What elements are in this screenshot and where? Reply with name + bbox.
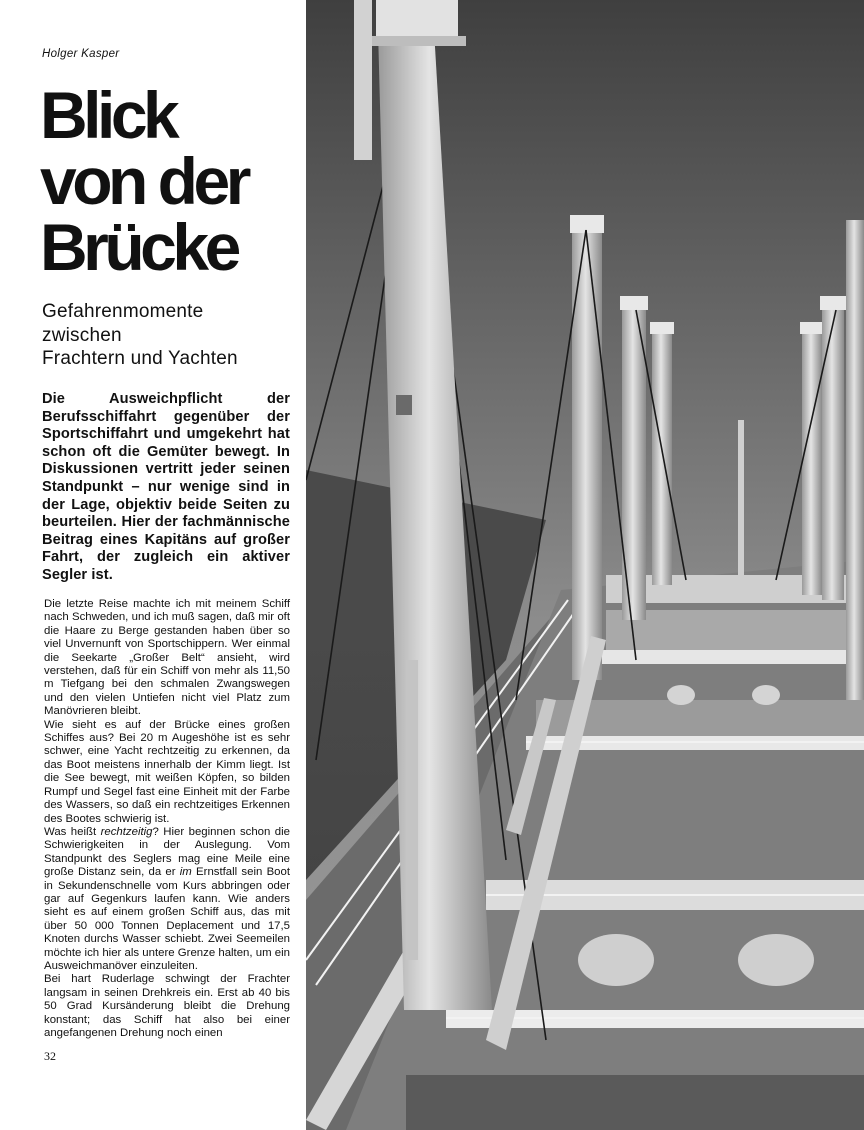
deck-rail-upper: [586, 650, 864, 664]
article-title: [40, 78, 302, 284]
body-text: [44, 598, 290, 1040]
lead-paragraph: Die Ausweichpflicht der Berufsschiffahrt gegenüber der Sportschiffahrt und umgekehrt hat schon oft die Gemüter bewegt. In Diskussionen vertritt jeder seinen Standpunkt – nur wenige sind in der Lage, objektiv beide Seiten zu beurteilen. Hier der fachmännische Beitrag eines Kapitäns auf großer Fahrt, der zugleich ein aktiver Segler ist.: [42, 391, 290, 583]
subtitle-line-3: Frachtern und Yachten: [42, 348, 238, 369]
ship-illustration: [306, 0, 864, 1130]
body-paragraph-2: Wie sieht es auf der Brücke eines großen Schiffes aus? Bei 20 m Augeshöhe ist es sehr schwer, eine Yacht rechtzeitig zu erkennen, da das Boot meistens innerhalb der Kimm liegt. Ist die See bewegt, mit weißen Köpfen, so bilden Rumpf und Segel fast eine Einheit mit der Farbe des Wassers, so daß ein rechtzeitiges Erkennen des Bootes schwierig ist.: [44, 718, 290, 825]
winch-far-right: [752, 685, 780, 705]
author-byline: Holger Kasper: [42, 48, 120, 60]
body-paragraph-3-part-a: Was heißt: [44, 825, 101, 838]
title-line-3: Brücke: [40, 210, 237, 284]
winch-right: [738, 934, 814, 986]
body-paragraph-3: [44, 826, 290, 973]
page-number: 32: [44, 1049, 56, 1063]
subtitle-line-1: Gefahrenmomente: [42, 301, 204, 322]
foredeck: [406, 1075, 864, 1130]
article-text-column: [0, 0, 306, 1130]
winch-far-left: [667, 685, 695, 705]
winch-left: [578, 934, 654, 986]
body-paragraph-3-part-c: Ernstfall sein Boot in Sekundenschnelle vom Kurs abbringen oder gar auf Gegenkurs laufen kann. Wie anders sieht es auf einem großen Schiff aus, das mit über 50 000 Tonnen Deplacement und 17,5 Knoten durchs Wasser schiebt. Zwei Seemeilen möchte ich hier als untere Grenze halten, um ein Ausweichmanöver einzuleiten.: [44, 866, 290, 972]
article-subtitle: [42, 300, 304, 371]
body-paragraph-1: Die letzte Reise machte ich mit meinem Schiff nach Schweden, und ich muß sagen, daß mir oft die Haare zu Berge gestanden haben über so viel Unvernunft von Sportschippern. Wer einmal die Seekarte „Großer Belt“ ansieht, wird verstehen, daß für ein Schiff von mehr als 11,50 m Tiefgang bei den schmalen Zwangswegen und den vielen Untiefen nicht viel Platz zum Manövrieren bleibt.: [44, 598, 290, 718]
mast-ladder: [354, 0, 372, 160]
subtitle-line-2: zwischen: [42, 324, 122, 346]
body-paragraph-4: Bei hart Ruderlage schwingt der Frachter langsam in seinen Drehkreis ein. Erst ab 40 bis 50 Grad Kursänderung bleibt die Drehung konstant; das Schiff hat also bei einer angefangenen Drehung noch einen: [44, 973, 290, 1039]
ship-photo: [306, 0, 864, 1130]
emphasis-im: im: [179, 866, 192, 879]
body-paragraph-3-part-b: ? Hier beginnen schon die Schwierigkeiten in der Auslegung. Vom Standpunkt des Seglers mag eine Meile eine große Distanz sein, da er: [44, 825, 291, 879]
title-line-1: Blick: [40, 78, 176, 152]
title-line-2: von der: [40, 144, 247, 218]
emphasis-rechtzeitig: rechtzeitig: [100, 825, 153, 838]
